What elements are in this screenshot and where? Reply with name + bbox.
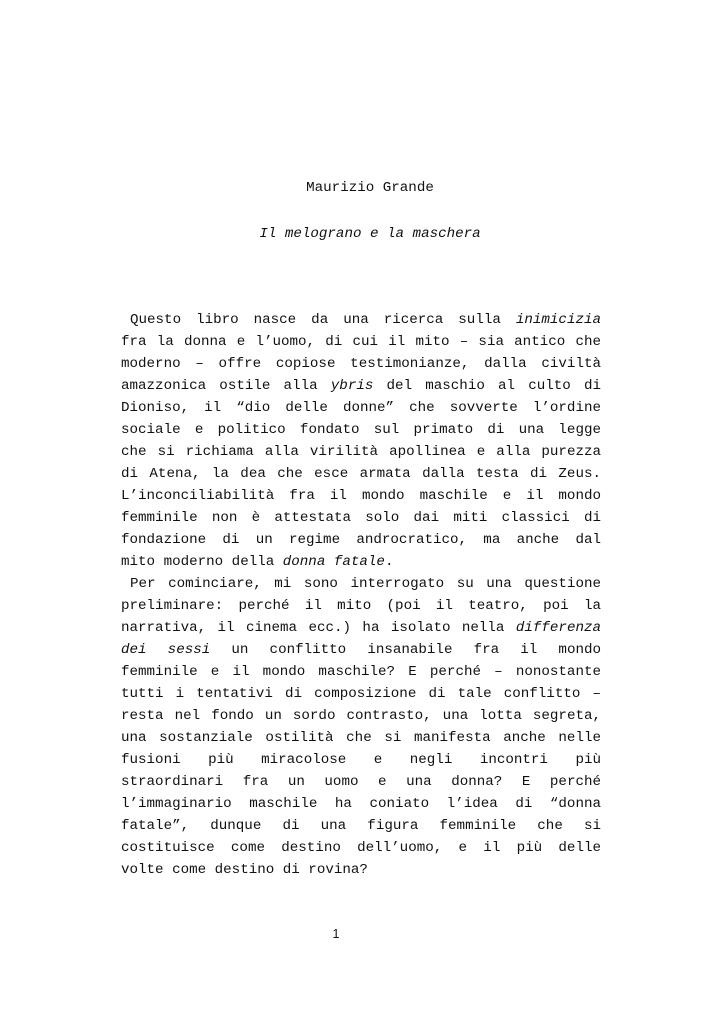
- body-text: [121, 309, 601, 881]
- page-number: 1: [332, 927, 340, 941]
- text-line: fusioni più miracolose e negli incontri più: [121, 752, 601, 768]
- text-line: volte come destino di rovina?: [121, 862, 368, 878]
- text-line: fra la donna e l’uomo, di cui il mito – sia antico che: [121, 334, 601, 350]
- book-title: Il melograno e la maschera: [259, 226, 481, 242]
- text-line: Questo libro nasce da una ricerca sulla inimicizia: [130, 312, 601, 328]
- text-line: che si richiama alla virilità apollinea e alla purezza: [121, 444, 601, 460]
- text-line: Dioniso, il “dio delle donne” che sovverte l’ordine: [121, 400, 601, 416]
- text-line: Per cominciare, mi sono interrogato su una questione: [130, 576, 601, 592]
- text-line: resta nel fondo un sordo contrasto, una lotta segreta,: [121, 708, 601, 724]
- text-line: una sostanziale ostilità che si manifesta anche nelle: [121, 730, 601, 746]
- text-line: L’inconciliabilità fra il mondo maschile e il mondo: [121, 488, 601, 504]
- text-line: femminile e il mondo maschile? E perché – nonostante: [121, 664, 601, 680]
- italic-term: donna fatale: [282, 554, 385, 570]
- text-line: amazzonica ostile alla ybris del maschio al culto di: [121, 378, 601, 394]
- text-line: femminile non è attestata solo dai miti classici di: [121, 510, 601, 526]
- text-line: sociale e politico fondato sul primato di una legge: [121, 422, 601, 438]
- italic-term: ybris: [330, 378, 374, 394]
- italic-term: inimicizia: [515, 312, 601, 328]
- text-line: narrativa, il cinema ecc.) ha isolato nella differenza: [121, 620, 601, 636]
- text-line: moderno – offre copiose testimonianze, dalla civiltà: [121, 356, 601, 372]
- italic-term: differenza: [515, 620, 601, 636]
- paragraph: [121, 309, 601, 573]
- text-line: mito moderno della donna fatale.: [121, 554, 394, 570]
- text-line: straordinari fra un uomo e una donna? E perché: [121, 774, 601, 790]
- italic-term: dei sessi: [121, 642, 211, 658]
- text-line: tutti i tentativi di composizione di tale conflitto –: [121, 686, 601, 702]
- text-line: di Atena, la dea che esce armata dalla testa di Zeus.: [121, 466, 601, 482]
- author-name: Maurizio Grande: [306, 180, 434, 196]
- paragraph: [121, 573, 601, 881]
- text-line: fondazione di un regime androcratico, ma anche dal: [121, 532, 601, 548]
- text-line: dei sessi un conflitto insanabile fra il mondo: [121, 642, 602, 658]
- text-line: fatale”, dunque di una figura femminile che si: [121, 818, 601, 834]
- text-line: costituisce come destino dell’uomo, e il più delle: [121, 840, 601, 856]
- text-line: preliminare: perché il mito (poi il teatro, poi la: [121, 598, 601, 614]
- text-line: l’immaginario maschile ha coniato l’idea di “donna: [121, 796, 601, 812]
